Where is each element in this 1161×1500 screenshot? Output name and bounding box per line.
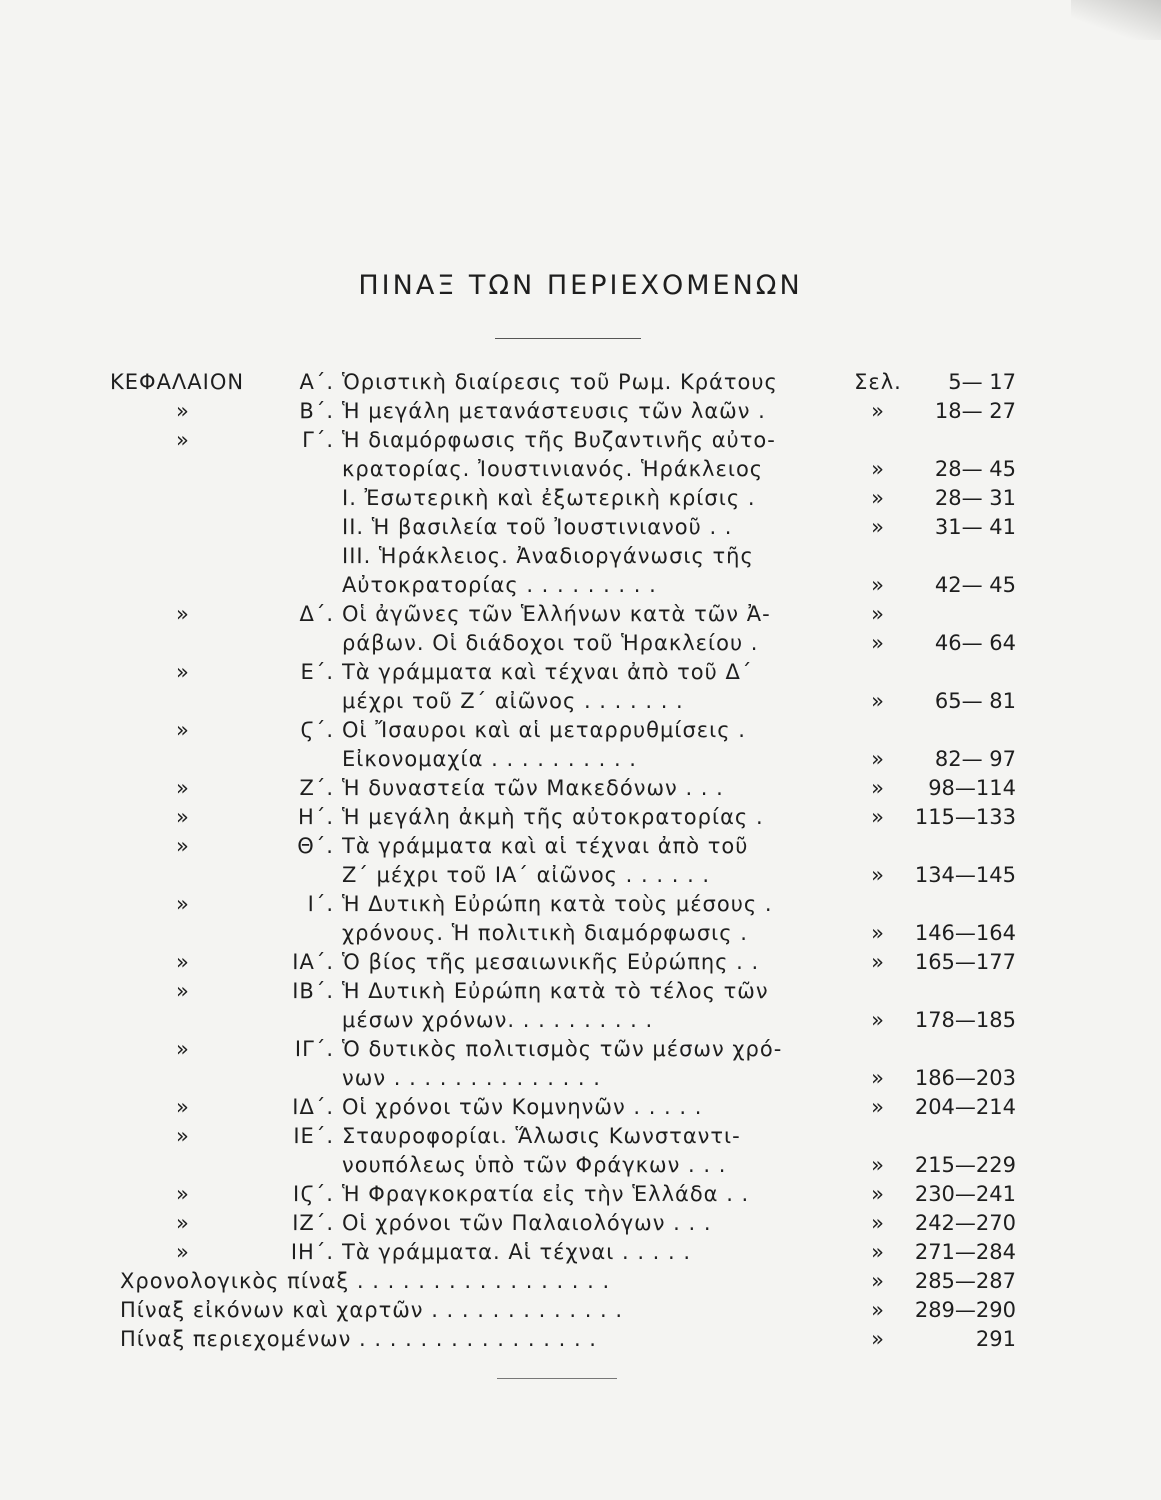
- page-range: 28— 45: [934, 457, 1016, 481]
- page-range: 289—290: [914, 1298, 1016, 1322]
- chapter-number: Δ΄.: [299, 602, 334, 626]
- page-ditto: »: [871, 1008, 885, 1032]
- page-ditto: »: [871, 950, 885, 974]
- toc-row: [0, 919, 1161, 948]
- page-ditto: »: [871, 689, 885, 713]
- chapter-number: ΙΕ΄.: [293, 1124, 334, 1148]
- page-range: 28— 31: [934, 486, 1016, 510]
- ditto-mark: »: [176, 1240, 190, 1264]
- toc-row: [0, 977, 1161, 1006]
- chapter-number: Β΄.: [299, 399, 334, 423]
- appendix-title: Πίναξ περιεχομένων . . . . . . . . . . . . . . . .: [120, 1327, 597, 1351]
- page-ditto: »: [871, 1066, 885, 1090]
- entry-title: Ἡ μεγάλη μετανάστευσις τῶν λαῶν .: [342, 399, 766, 423]
- page-ditto: »: [871, 1182, 885, 1206]
- page-ditto: »: [871, 1211, 885, 1235]
- entry-title: Οἱ χρόνοι τῶν Παλαιολόγων . . .: [342, 1211, 712, 1235]
- entry-title: Ἡ Δυτικὴ Εὐρώπη κατὰ τὸ τέλος τῶν: [342, 979, 769, 1003]
- toc-row: [0, 658, 1161, 687]
- entry-title-continued: κρατορίας. Ἰουστινιανός. Ἡράκλειος: [342, 457, 764, 481]
- page-range: 46— 64: [934, 631, 1016, 655]
- toc-row: [0, 397, 1161, 426]
- page-ditto: »: [871, 602, 885, 626]
- page-ditto: »: [871, 1240, 885, 1264]
- page-range: 98—114: [928, 776, 1016, 800]
- page-range: 18— 27: [934, 399, 1016, 423]
- page-ditto: »: [871, 747, 885, 771]
- subentry-title: ΙΙ. Ἡ βασιλεία τοῦ Ἰουστινιανοῦ . .: [342, 515, 733, 539]
- entry-title: Ὁ δυτικὸς πολιτισμὸς τῶν μέσων χρό-: [342, 1037, 783, 1061]
- ditto-mark: »: [176, 1211, 190, 1235]
- ditto-mark: »: [176, 1124, 190, 1148]
- page-range: 291: [975, 1327, 1016, 1351]
- ditto-mark: »: [176, 428, 190, 452]
- toc-row: [0, 1238, 1161, 1267]
- chapter-number: ΙΗ΄.: [290, 1240, 334, 1264]
- entry-title: Ὁ βίος τῆς μεσαιωνικῆς Εὐρώπης . .: [342, 950, 760, 974]
- page-ditto: »: [871, 486, 885, 510]
- table-of-contents: [0, 368, 1161, 1354]
- page-range: 215—229: [914, 1153, 1016, 1177]
- entry-title: Οἱ ἀγῶνες τῶν Ἑλλήνων κατὰ τῶν Ἀ-: [342, 602, 771, 626]
- page-ditto: »: [871, 515, 885, 539]
- footer-divider: [497, 1378, 617, 1379]
- toc-row: [0, 513, 1161, 542]
- ditto-mark: »: [176, 1182, 190, 1206]
- page-ditto: »: [871, 921, 885, 945]
- entry-title: Οἱ χρόνοι τῶν Κομνηνῶν . . . . .: [342, 1095, 703, 1119]
- toc-row: [0, 1209, 1161, 1238]
- page-ditto: »: [871, 805, 885, 829]
- toc-row: [0, 1267, 1161, 1296]
- toc-row: [0, 368, 1161, 397]
- ditto-mark: »: [176, 834, 190, 858]
- entry-title: Ἡ διαμόρφωσις τῆς Βυζαντινῆς αὐτο-: [342, 428, 776, 452]
- toc-row: [0, 484, 1161, 513]
- ditto-mark: »: [176, 950, 190, 974]
- page-ditto: »: [871, 1269, 885, 1293]
- page-ditto: »: [871, 1153, 885, 1177]
- ditto-mark: »: [176, 1037, 190, 1061]
- toc-row: [0, 455, 1161, 484]
- ditto-mark: »: [176, 399, 190, 423]
- toc-row: [0, 687, 1161, 716]
- page-ditto: »: [871, 776, 885, 800]
- page-ditto: »: [871, 1298, 885, 1322]
- toc-row: [0, 1035, 1161, 1064]
- entry-title-continued: χρόνους. Ἡ πολιτικὴ διαμόρφωσις .: [342, 921, 748, 945]
- toc-row: [0, 948, 1161, 977]
- page-range: 271—284: [914, 1240, 1016, 1264]
- appendix-title: Πίναξ εἰκόνων καὶ χαρτῶν . . . . . . . . . . . . .: [120, 1298, 624, 1322]
- chapter-number: Ε΄.: [300, 660, 334, 684]
- entry-title: Ἡ Φραγκοκρατία εἰς τὴν Ἑλλάδα . .: [342, 1182, 750, 1206]
- toc-row: [0, 774, 1161, 803]
- page-ditto: »: [871, 1095, 885, 1119]
- page-range: 178—185: [914, 1008, 1016, 1032]
- entry-title-continued: ράβων. Οἱ διάδοχοι τοῦ Ἡρακλείου .: [342, 631, 759, 655]
- page-ditto: »: [871, 631, 885, 655]
- chapter-number: ΙΒ΄.: [292, 979, 334, 1003]
- ditto-mark: »: [176, 660, 190, 684]
- chapter-number: Α΄.: [299, 370, 334, 394]
- page-range: 134—145: [914, 863, 1016, 887]
- entry-title: Οἱ Ἴσαυροι καὶ αἱ μεταρρυθμίσεις .: [342, 718, 746, 742]
- toc-row: [0, 1093, 1161, 1122]
- entry-title-continued: μέχρι τοῦ Ζ΄ αἰῶνος . . . . . . .: [342, 689, 684, 713]
- chapter-number: ΙΑ΄.: [292, 950, 334, 974]
- entry-title: Ἡ Δυτικὴ Εὐρώπη κατὰ τοὺς μέσους .: [342, 892, 773, 916]
- toc-row: [0, 861, 1161, 890]
- entry-title: Σταυροφορίαι. Ἅλωσις Κωνσταντι-: [342, 1124, 741, 1148]
- entry-title: Τὰ γράμματα καὶ τέχναι ἀπὸ τοῦ Δ΄: [342, 660, 753, 684]
- ditto-mark: »: [176, 805, 190, 829]
- entry-title-continued: Ζ΄ μέχρι τοῦ ΙΑ΄ αἰῶνος . . . . . .: [342, 863, 711, 887]
- ditto-mark: »: [176, 979, 190, 1003]
- toc-row: [0, 1296, 1161, 1325]
- toc-row: [0, 600, 1161, 629]
- chapter-number: Θ΄.: [297, 834, 334, 858]
- appendix-title: Χρονολογικὸς πίναξ . . . . . . . . . . . . . . . . .: [120, 1269, 611, 1293]
- toc-row: [0, 426, 1161, 455]
- toc-row: [0, 1325, 1161, 1354]
- page-range: 31— 41: [934, 515, 1016, 539]
- chapter-number: Ι΄.: [307, 892, 334, 916]
- chapter-number: ΙΔ΄.: [292, 1095, 334, 1119]
- chapter-label: ΚΕΦΑΛΑΙΟΝ: [110, 370, 245, 394]
- toc-row: [0, 832, 1161, 861]
- toc-row: [0, 745, 1161, 774]
- toc-row: [0, 1064, 1161, 1093]
- toc-row: [0, 1180, 1161, 1209]
- chapter-number: ΙΓ΄.: [294, 1037, 334, 1061]
- toc-row: [0, 890, 1161, 919]
- chapter-number: Ζ΄.: [299, 776, 334, 800]
- page-title: ΠΙΝΑΞ ΤΩΝ ΠΕΡΙΕΧΟΜΕΝΩΝ: [358, 270, 803, 301]
- title-divider: [495, 338, 641, 339]
- entry-title: Ἡ δυναστεία τῶν Μακεδόνων . . .: [342, 776, 724, 800]
- entry-title: Τὰ γράμματα καὶ αἱ τέχναι ἀπὸ τοῦ: [342, 834, 749, 858]
- ditto-mark: »: [176, 602, 190, 626]
- toc-row: [0, 542, 1161, 571]
- entry-title-continued: νων . . . . . . . . . . . . . .: [342, 1066, 601, 1090]
- subentry-title-continued: Αὐτοκρατορίας . . . . . . . . .: [342, 573, 657, 597]
- toc-row: [0, 1006, 1161, 1035]
- ditto-mark: »: [176, 1095, 190, 1119]
- toc-row: [0, 629, 1161, 658]
- entry-title: Ὁριστικὴ διαίρεσις τοῦ Ρωμ. Κράτους: [342, 370, 778, 394]
- entry-title-continued: Εἰκονομαχία . . . . . . . . . .: [342, 747, 637, 771]
- chapter-number: ΙϚ΄.: [293, 1182, 334, 1206]
- page-corner-shadow: [1071, 0, 1161, 40]
- page-range: 165—177: [914, 950, 1016, 974]
- page-range: 230—241: [914, 1182, 1016, 1206]
- toc-row: [0, 571, 1161, 600]
- page-range: 186—203: [914, 1066, 1016, 1090]
- entry-title: Ἡ μεγάλη ἀκμὴ τῆς αὐτοκρατορίας .: [342, 805, 764, 829]
- ditto-mark: »: [176, 718, 190, 742]
- page-range: 42— 45: [934, 573, 1016, 597]
- chapter-number: Γ΄.: [302, 428, 334, 452]
- chapter-number: Ϛ΄.: [300, 718, 334, 742]
- page-range: 285—287: [914, 1269, 1016, 1293]
- page-range: 65— 81: [934, 689, 1016, 713]
- page-label: Σελ.: [854, 370, 902, 394]
- page-ditto: »: [871, 863, 885, 887]
- toc-row: [0, 803, 1161, 832]
- page-range: 5— 17: [948, 370, 1016, 394]
- toc-row: [0, 1151, 1161, 1180]
- page-ditto: »: [871, 399, 885, 423]
- ditto-mark: »: [176, 776, 190, 800]
- page-ditto: »: [871, 573, 885, 597]
- toc-row: [0, 716, 1161, 745]
- page-range: 82— 97: [934, 747, 1016, 771]
- entry-title-continued: νουπόλεως ὑπὸ τῶν Φράγκων . . .: [342, 1153, 727, 1177]
- page-ditto: »: [871, 457, 885, 481]
- page-range: 242—270: [914, 1211, 1016, 1235]
- ditto-mark: »: [176, 892, 190, 916]
- page-range: 204—214: [914, 1095, 1016, 1119]
- chapter-number: ΙΖ΄.: [292, 1211, 334, 1235]
- page-range: 115—133: [914, 805, 1016, 829]
- subentry-title: ΙΙΙ. Ἡράκλειος. Ἀναδιοργάνωσις τῆς: [342, 544, 754, 568]
- subentry-title: Ι. Ἐσωτερικὴ καὶ ἐξωτερικὴ κρίσις .: [342, 486, 756, 510]
- page-ditto: »: [871, 1327, 885, 1351]
- entry-title: Τὰ γράμματα. Αἱ τέχναι . . . . .: [342, 1240, 692, 1264]
- toc-row: [0, 1122, 1161, 1151]
- entry-title-continued: μέσων χρόνων. . . . . . . . . .: [342, 1008, 654, 1032]
- page-range: 146—164: [914, 921, 1016, 945]
- chapter-number: Η΄.: [298, 805, 334, 829]
